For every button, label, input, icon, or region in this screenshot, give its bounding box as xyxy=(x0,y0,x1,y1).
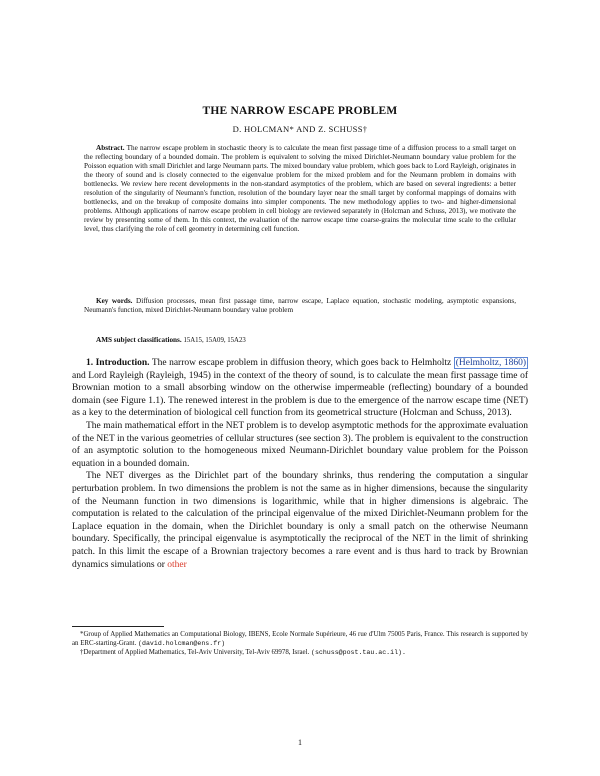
footnote-2-text: †Department of Applied Mathematics, Tel-Aviv University, Tel-Aviv 69978, Israel. xyxy=(80,649,310,657)
keywords-text: Diffusion processes, mean first passage time, narrow escape, Laplace equation, stochastic modeling, asymptotic expansions, Neumann's function, mixed Dirichlet-Neumann boundary value problem xyxy=(84,297,517,315)
footnote-2 xyxy=(72,649,528,658)
footnote-divider xyxy=(72,626,164,627)
intro-paragraph-2: The main mathematical effort in the NET problem is to develop asymptotic methods for the approximate evaluation of the NET in the various geometries of cellular structures (see section 3). The problem is equivalent to the construction of an asymptotic solution to the homogeneous mixed Neumann-Dirichlet boundary value problem for the Poisson equation in a bounded domain. xyxy=(72,420,528,469)
section-heading: 1. Introduction. xyxy=(86,358,150,368)
footnote-1-email[interactable]: (david.holcman@ens.fr) xyxy=(138,639,226,647)
abstract-text: The narrow escape problem in stochastic theory is to calculate the mean first passage time of a diffusion process to a small target on the reflecting boundary of a bounded domain. The problem is equivalent to solving the mixed Dirichlet-Neumann boundary value problem for the Poisson equation with small Dirichlet and large Neumann parts. The mixed boundary value problem, which goes back to Lord Rayleigh, originates in the theory of sound and is closely connected to the eigenvalue problem for the mixed problem and for the Neumann problem in domains with bottlenecks. We review here recent developments in the non-standard asymptotics of the problem, which are based on several ingredients: a better resolution of the singularity of Neumann's function, resolution of the boundary layer near the small target by conformal mappings of domains with bottlenecks, and on the breakup of composite domains into simpler components. The new methodology applies to two- and higher-dimensional problems. Although applications of narrow escape problem in cell biology are reviewed separately in (Holcman and Schuss, 2013), we motivate the review by presenting some of them. In this context, the evaluation of the narrow escape time coarse-grains the molecular time scale to the cellular level, thus clarifying the role of cell geometry in determining cell function. xyxy=(84,144,516,234)
ams-label: AMS subject classifications. xyxy=(96,336,182,344)
citation-link-helmholtz[interactable]: (Helmholtz, 1860) xyxy=(455,358,526,368)
paper-title: THE NARROW ESCAPE PROBLEM xyxy=(202,105,398,117)
ams-codes: 15A15, 15A09, 15A23 xyxy=(183,337,246,344)
intro-paragraph-3 xyxy=(72,470,528,571)
intro-p1-text-b: and Lord Rayleigh (Rayleigh, 1945) in the context of the theory of sound, is to calculate the mean first passage time of Brownian motion to a small absorbing window on the otherwise impermeable (reflecting) boundary of a bounded domain (see Figure 1.1). The renewed interest in the problem is due to the emergence of the narrow escape time (NET) as a key to the determination of biological cell function from its geometrical structure (Holcman and Schuss, 2013). xyxy=(72,370,528,419)
footnote-1-text: *Group of Applied Mathematics an Computational Biology, IBENS, Ecole Normale Supérieure, 46 rue d'Ulm 75005 Paris, France. This research is supported by an ERC-starting-Grant. xyxy=(72,631,528,647)
ams-block xyxy=(84,336,516,345)
intro-p1-text-a: The narrow escape problem in diffusion theory, which goes back to Helmholtz xyxy=(151,358,452,368)
keywords-block xyxy=(84,297,516,315)
footnote-2-email[interactable]: (schuss@post.tau.ac.il). xyxy=(310,649,406,657)
keywords-label: Key words. xyxy=(96,297,133,305)
abstract-block xyxy=(84,144,516,234)
page-number: 1 xyxy=(298,738,302,747)
introduction-section xyxy=(72,357,528,571)
abstract-label: Abstract. xyxy=(96,144,125,152)
footnotes-block xyxy=(72,631,528,659)
intro-p3-red-word: other xyxy=(167,559,187,570)
paper-authors: D. HOLCMAN* AND Z. SCHUSS† xyxy=(232,124,368,134)
intro-paragraph-1 xyxy=(72,357,528,420)
intro-p3-text: The NET diverges as the Dirichlet part of the boundary shrinks, thus rendering the computation a singular perturbation problem. In two dimensions the problem is not the same as in higher dimensions, because the singularity of the Neumann function in two dimensions is logarithmic, while that in higher dimensions is algebraic. The computation is related to the calculation of the principal eigenvalue of the mixed Dirichlet-Neumann problem for the Laplace equation in the domain, when the Dirichlet boundary is only a small patch on the otherwise Neumann boundary. Specifically, the principal eigenvalue is asymptotically the reciprocal of the NET in the limit of shrinking patch. In this limit the escape of a Brownian trajectory becomes a rare event and is thus hard to track by Brownian dynamics simulations or xyxy=(72,471,528,570)
footnote-1 xyxy=(72,631,528,648)
